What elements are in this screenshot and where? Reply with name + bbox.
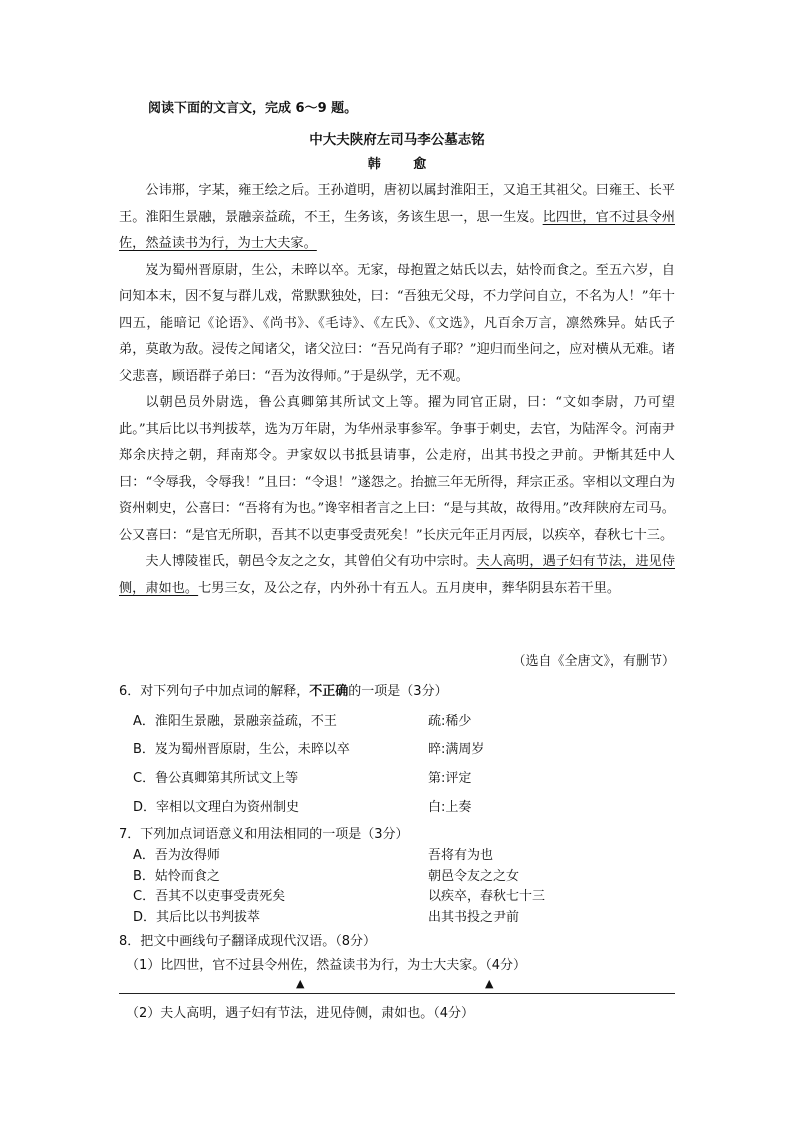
answer-line[interactable] xyxy=(119,993,675,994)
classical-passage xyxy=(119,178,675,602)
paragraph-1: 公讳郱，字某，雍王绘之后。王孙道明，唐初以属封淮阳王，又追王其祖父。曰雍王、长平王。淮阳生景融，景融亲益疏，不王，生务该，务该生思一，思一生岌。比四世，官不过县令州佐，然益读书为行，为士大夫家。 xyxy=(119,183,675,251)
q6-gloss-b: 晬:满周岁 xyxy=(428,742,485,757)
q7-option-b: B．姑怜而食之 xyxy=(133,869,220,884)
q8-sentence-2: （2）夫人高明，遇子妇有节法，进见侍侧，肃如也。（4分） xyxy=(126,1006,475,1021)
passage-title: 中大夫陕府左司马李公墓志铭 xyxy=(309,132,485,148)
paragraph-4: 夫人博陵崔氏，朝邑令友之之女，其曾伯父有功中宗时。夫人高明，遇子妇有节法，进见侍侧，肃如也。七男三女，及公之存，内外孙十有五人。五月庚申，葬华阴县东若干里。 xyxy=(119,554,676,596)
q6-option-d: D．宰相以文理白为资州制史 xyxy=(133,800,300,815)
question-6-stem: 6．对下列句子中加点词的解释，不正确的一项是（3分） xyxy=(119,684,448,699)
q7-option-a: A．吾为汝得师 xyxy=(133,848,220,863)
q8-sentence-1: （1）比四世，官不过县令州佐，然益读书为行，为士大夫家。（4分） xyxy=(126,958,527,973)
q7-option-d: D．其后比以书判拔萃 xyxy=(133,910,261,925)
q6-option-b: B．岌为蜀州晋原尉，生公，未晬以卒 xyxy=(133,742,350,757)
question-7-stem: 7．下列加点词语意义和用法相同的一项是（3分） xyxy=(119,827,409,842)
underlined-sentence-1: 比四世，官不过县令州佐，然益读书为行，为士大夫家。 xyxy=(119,209,675,251)
source-note: （选自《全唐文》，有删节） xyxy=(512,654,675,669)
q7-option-c: C．吾其不以吏事受责死矣 xyxy=(133,889,286,904)
q7-gloss-b: 朝邑令友之之女 xyxy=(428,869,520,884)
q7-gloss-a: 吾将有为也 xyxy=(428,848,494,863)
q7-gloss-d: 出其书投之尹前 xyxy=(428,910,520,925)
q6-gloss-d: 白:上奏 xyxy=(428,800,472,815)
q6-option-a: A．淮阳生景融，景融亲益疏，不王 xyxy=(133,714,337,729)
paragraph-3: 以朝邑员外尉选，鲁公真卿第其所试文上等。擢为同官正尉，曰：“文如李尉，乃可望此。”其后比以书判拔萃，选为万年尉，为华州录事参军。争事于刺史，去官，为陆浑令。河南尹郑余庆持之朝，拜南郑令。尹家奴以书抵县请事，公走府，出其书投之尹前。尹惭其廷中人曰：“令辱我，令辱我！”且曰：“令退！”遂怨之。抬摭三年无所得，拜宗正丞。宰相以文理白为资州刺史，公喜曰：“吾将有为也。”谗宰相者言之上曰：“是与其故，故得用。”改拜陕府左司马。公又喜曰：“是官无所职，吾其不以吏事受责死矣！”长庆元年正月丙辰，以疾卒，春秋七十三。 xyxy=(119,395,675,543)
q7-gloss-c: 以疾卒，春秋七十三 xyxy=(428,889,546,904)
answer-marker-icon: ▲ xyxy=(485,977,494,990)
q6-option-c: C．鲁公真卿第其所试文上等 xyxy=(133,771,299,786)
passage-author: 韩 愈 xyxy=(367,157,441,172)
reading-instruction: 阅读下面的文言文，完成 6～9 题。 xyxy=(148,101,358,116)
underlined-sentence-2: 夫人高明，遇子妇有节法，进见侍侧，肃如也。 xyxy=(119,554,676,596)
paragraph-2: 岌为蜀州晋原尉，生公，未晬以卒。无家，母抱置之姑氏以去，姑怜而食之。至五六岁，自问知本末，因不复与群儿戏，常默默独处，曰：“吾独无父母，不力学问自立，不名为人！”年十四五，能暗记《论语》、《尚书》、《毛诗》、《左氏》、《文选》，凡百余万言，凛然殊异。姑氏子弟，莫敢为敌。浸传之闻诸父，诸父泣曰：“吾兄尚有子耶？”迎归而坐问之，应对横从无难。诸父悲喜，顾语群子弟曰：“吾为汝得师。”于是纵学，无不观。 xyxy=(119,262,675,384)
negation-emphasis: 不正确 xyxy=(309,684,349,699)
answer-marker-icon: ▲ xyxy=(296,977,305,990)
question-8-stem: 8．把文中画线句子翻译成现代汉语。（8分） xyxy=(119,934,377,949)
q6-gloss-a: 疏:稀少 xyxy=(428,714,472,729)
q6-gloss-c: 第:评定 xyxy=(428,771,472,786)
